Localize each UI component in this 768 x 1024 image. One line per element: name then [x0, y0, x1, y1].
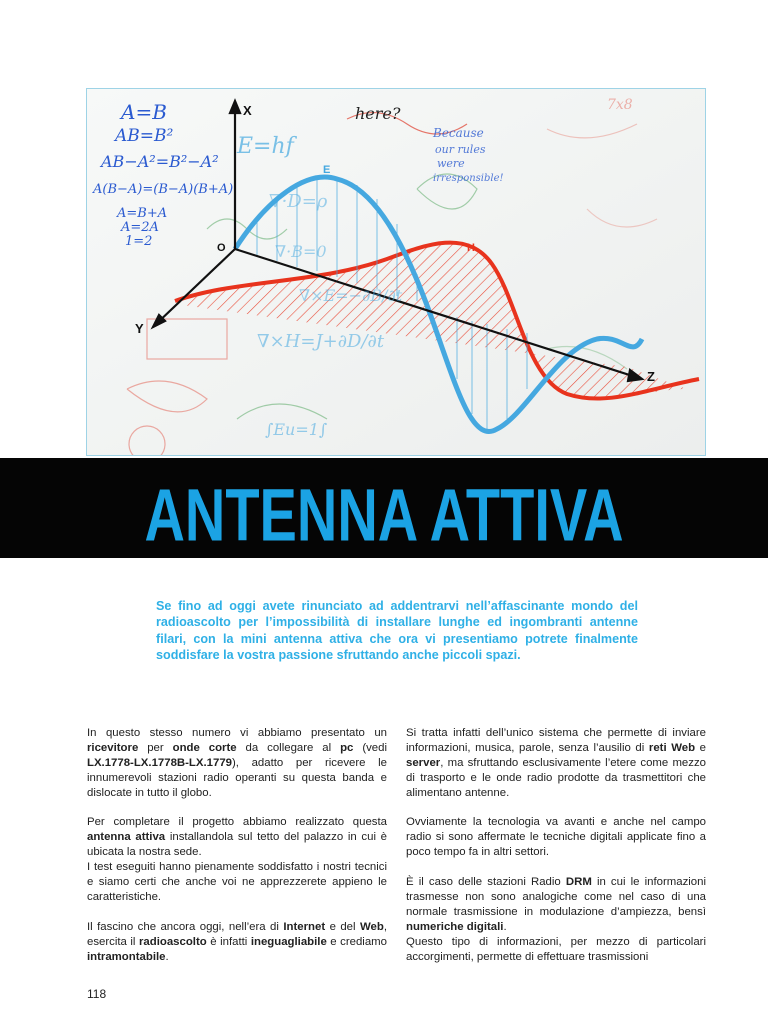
board-note: ∫Eu=1∫	[265, 420, 328, 439]
text-run: È il caso delle stazioni Radio	[406, 876, 566, 889]
board-note: 1=2	[125, 234, 153, 249]
board-note: ∇·B=0	[275, 242, 327, 261]
e-field-label: E	[323, 164, 331, 176]
board-note: A=2A	[121, 220, 159, 235]
body-paragraph	[87, 920, 387, 965]
body-paragraph	[406, 726, 706, 801]
bold-term: ineguagliabile	[250, 935, 327, 948]
bold-term: intramontabile	[87, 950, 166, 963]
title-banner	[0, 458, 768, 558]
text-run: In questo stesso numero vi abbiamo presentato un	[87, 727, 387, 739]
text-run: Per completare il progetto abbiamo realizzato questa	[87, 816, 387, 829]
board-note: our rules	[435, 143, 486, 156]
board-note: ∇·D=ρ	[269, 191, 328, 212]
bold-term: LX.1778-LX.1778B-LX.1779	[87, 756, 232, 769]
bold-term: antenna attiva	[87, 831, 166, 844]
intro-paragraph: Se fino ad oggi avete rinunciato ad addentrarvi nell’affascinante mondo del radioascolto per l’impossibilità di installare lunghe ed ingombranti antenne filari, con la mini antenna attiva che ora vi presentiamo potrete finalmente soddisfare la vostra passione sfruttando anche piccoli spazi.	[156, 599, 638, 663]
board-note: were	[437, 157, 465, 170]
text-run: .	[165, 950, 169, 963]
axis-x-label: X	[243, 103, 252, 118]
text-run: installandola sul tetto del palazzo in cui è ubicata la nostra sede.	[87, 831, 388, 859]
text-run: in cui le informazioni trasmesse non sono analogiche come nel caso di una normale trasmissione in modulazione d’ampiezza, bensì	[406, 876, 706, 918]
text-run: è infatti	[206, 935, 251, 948]
board-note: A=B+A	[117, 206, 168, 221]
text-run: Questo tipo di informazioni, per mezzo di particolari accorgimenti, permette di effettuare trasmissioni	[406, 935, 706, 963]
text-run: e del	[325, 920, 360, 933]
board-note: E=hf	[237, 134, 294, 159]
text-run: , esercita il	[87, 920, 387, 948]
origin-label: O	[217, 242, 226, 254]
left-column	[87, 726, 387, 979]
text-run: e crediamo	[326, 935, 387, 948]
em-wave-diagram	[87, 89, 706, 456]
article-title: ANTENNA ATTIVA	[144, 473, 624, 557]
text-run: ), adatto per ricevere le innumerevoli stazioni radio operanti su questa banda e dislocate in tutto il globo.	[87, 756, 387, 799]
axis-z-label: Z	[647, 369, 655, 384]
text-run: Il fascino che ancora oggi, nell’era di	[87, 920, 284, 933]
body-paragraph	[87, 726, 387, 801]
page-number: 118	[87, 987, 107, 1001]
bold-term: pc	[340, 741, 354, 754]
hero-figure	[86, 88, 706, 456]
board-note: Because	[433, 126, 484, 140]
bold-term: numeriche digitali	[406, 920, 504, 933]
text-run: e	[695, 741, 707, 754]
bold-term: ricevitore	[87, 741, 139, 754]
body-paragraph	[406, 875, 706, 964]
text-run: Si tratta infatti dell’unico sistema che permette di inviare informazioni, musica, parole, senza l’ausilio di	[406, 727, 706, 754]
board-note: 7x8	[607, 97, 633, 113]
board-note: A=B	[121, 100, 167, 124]
board-note: here?	[355, 104, 401, 123]
bold-term: radioascolto	[138, 935, 207, 948]
board-note: ∇×H=J+∂D/∂t	[257, 331, 385, 352]
text-run: I test eseguiti hanno pienamente soddisfatto i nostri tecnici e siamo certi che anche voi ne apprezzerete appieno le caratteristiche.	[87, 861, 387, 903]
axis-y-label: Y	[135, 321, 144, 336]
text-run: Ovviamente la tecnologia va avanti e anche nel campo radio si sono affermate le tecniche digitali applicate fino a poco tempo fa in altri settori.	[406, 816, 706, 859]
text-run: per	[138, 741, 173, 754]
body-paragraph	[87, 815, 387, 904]
bold-term: reti Web	[648, 741, 696, 754]
bold-term: Web	[359, 920, 384, 933]
board-note: ∇×E=−∂B/∂t	[299, 286, 403, 305]
board-note: irresponsible!	[433, 173, 504, 184]
text-run: da collegare al	[236, 741, 341, 754]
text-run: .	[503, 920, 507, 933]
text-run: (vedi	[353, 741, 388, 754]
board-note: AB=B²	[115, 126, 174, 146]
board-note: AB−A²=B²−A²	[101, 152, 219, 171]
right-column	[406, 726, 706, 979]
bold-term: server	[406, 756, 441, 769]
h-field-label: H	[467, 242, 475, 254]
text-run: , ma sfruttando esclusivamente l’etere come mezzo di trasporto e le onde radio prodotte da trasmettitori che alimentano antenne.	[406, 756, 706, 799]
board-note: A(B−A)=(B−A)(B+A)	[93, 182, 234, 197]
bold-term: onde corte	[172, 741, 237, 754]
bold-term: Internet	[283, 920, 326, 933]
bold-term: DRM	[565, 876, 592, 889]
body-paragraph	[406, 815, 706, 860]
